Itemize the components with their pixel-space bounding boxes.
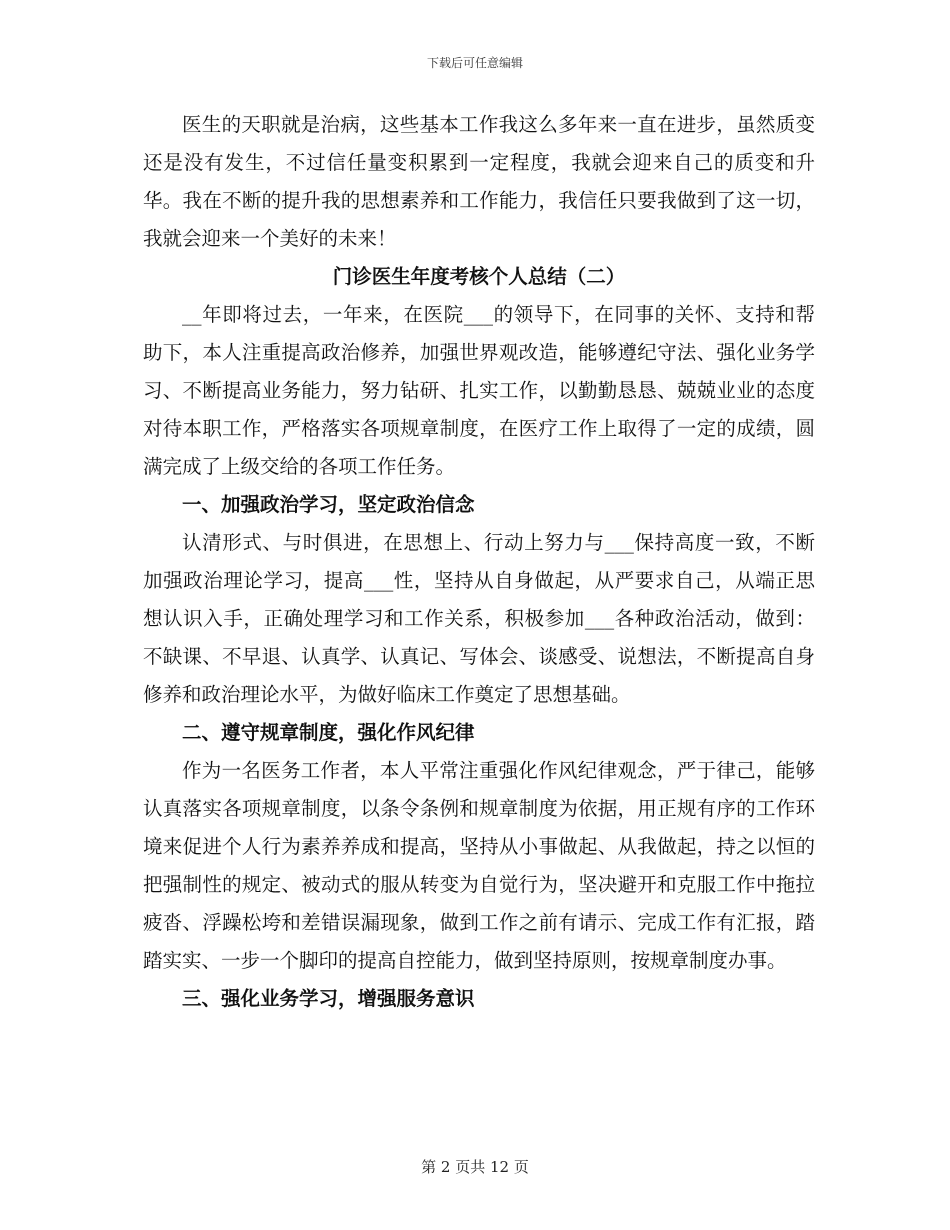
paragraph-political-study: 认清形式、与时俱进，在思想上、行动上努力与___保持高度一致，不断加强政治理论学习，提高___性，坚持从自身做起，从严要求自己，从端正思想认识入手，正确处理学习和工作关系，积极参加___各种政治活动，做到：不缺课、不早退、认真学、认真记、写体会、谈感受、说想法，不断提高自身修养和政治理论水平，为做好临床工作奠定了思想基础。 <box>143 531 815 706</box>
heading-political-study: 一、加强政治学习，坚定政治信念 <box>182 493 475 516</box>
heading-rules-discipline: 二、遵守规章制度，强化作风纪律 <box>182 721 475 744</box>
section-title: 门诊医生年度考核个人总结（二） <box>332 265 626 288</box>
paragraph-overview: __年即将过去，一年来，在医院___的领导下，在同事的关怀、支持和帮助下，本人注重提高政治修养，加强世界观改造，能够遵纪守法、强化业务学习、不断提高业务能力，努力钻研、扎实工作，以勤勤恳恳、兢兢业业的态度对待本职工作，严格落实各项规章制度，在医疗工作上取得了一定的成绩，圆满完成了上级交给的各项工作任务。 <box>143 303 815 478</box>
document-body <box>143 106 815 1018</box>
page-footer: 第 2 页共 12 页 <box>421 1158 529 1176</box>
paragraph-rules-discipline: 作为一名医务工作者，本人平常注重强化作风纪律观念，严于律己，能够认真落实各项规章制度，以条令条例和规章制度为依据，用正规有序的工作环境来促进个人行为素养养成和提高，坚持从小事做起、从我做起，持之以恒的把强制性的规定、被动式的服从转变为自觉行为，坚决避开和克服工作中拖拉疲沓、浮躁松垮和差错误漏现象，做到工作之前有请示、完成工作有汇报，踏踏实实、一步一个脚印的提高自控能力，做到坚持原则，按规章制度办事。 <box>143 759 815 972</box>
paragraph-intro: 医生的天职就是治病，这些基本工作我这么多年来一直在进步，虽然质变还是没有发生，不过信任量变积累到一定程度，我就会迎来自己的质变和升华。我在不断的提升我的思想素养和工作能力，我信任只要我做到了这一切，我就会迎来一个美好的未来！ <box>143 113 815 250</box>
heading-business-study: 三、强化业务学习，增强服务意识 <box>182 987 475 1010</box>
page-header: 下载后可任意编辑 <box>426 56 523 70</box>
